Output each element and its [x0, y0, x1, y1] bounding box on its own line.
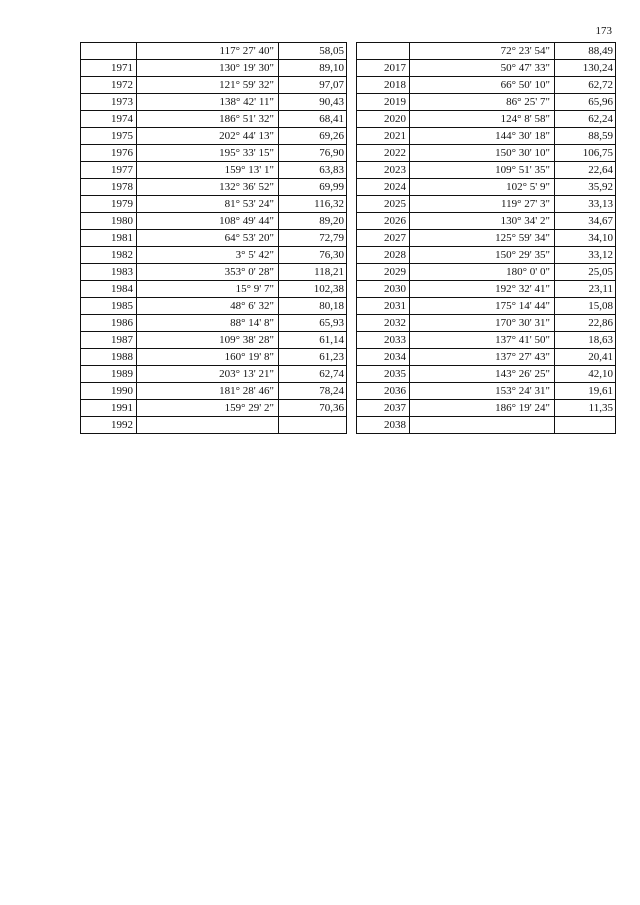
angle-cell: 153° 24' 31"	[410, 383, 555, 400]
year-cell: 2017	[357, 60, 410, 77]
value-cell: 106,75	[555, 145, 616, 162]
table-row	[81, 60, 347, 77]
table-row	[357, 298, 616, 315]
year-cell: 2022	[357, 145, 410, 162]
year-cell: 1982	[81, 247, 137, 264]
angle-cell	[137, 417, 279, 434]
table-row	[357, 111, 616, 128]
table-row	[81, 43, 347, 60]
value-cell: 33,12	[555, 247, 616, 264]
year-cell: 2023	[357, 162, 410, 179]
year-cell: 1971	[81, 60, 137, 77]
value-cell: 20,41	[555, 349, 616, 366]
angle-cell: 137° 27' 43"	[410, 349, 555, 366]
value-cell: 42,10	[555, 366, 616, 383]
table-row	[357, 383, 616, 400]
value-cell: 11,35	[555, 400, 616, 417]
value-cell	[279, 417, 347, 434]
year-cell: 2032	[357, 315, 410, 332]
year-cell: 1972	[81, 77, 137, 94]
value-cell: 18,63	[555, 332, 616, 349]
angle-cell: 130° 19' 30"	[137, 60, 279, 77]
value-cell: 34,10	[555, 230, 616, 247]
year-cell: 1981	[81, 230, 137, 247]
table-row	[81, 196, 347, 213]
table-row	[81, 383, 347, 400]
table-row	[81, 264, 347, 281]
left-table	[80, 42, 347, 434]
year-cell: 2029	[357, 264, 410, 281]
year-cell: 2019	[357, 94, 410, 111]
value-cell: 19,61	[555, 383, 616, 400]
table-row	[357, 349, 616, 366]
table-row	[357, 77, 616, 94]
angle-cell: 143° 26' 25"	[410, 366, 555, 383]
angle-cell: 186° 19' 24"	[410, 400, 555, 417]
angle-cell: 175° 14' 44"	[410, 298, 555, 315]
page-number: 173	[595, 25, 612, 37]
year-cell	[81, 43, 137, 60]
angle-cell: 64° 53' 20"	[137, 230, 279, 247]
angle-cell: 159° 13' 1"	[137, 162, 279, 179]
angle-cell: 72° 23' 54"	[410, 43, 555, 60]
table-row	[357, 264, 616, 281]
year-cell: 1980	[81, 213, 137, 230]
table-row	[357, 417, 616, 434]
table-row	[357, 281, 616, 298]
year-cell: 2034	[357, 349, 410, 366]
angle-cell: 130° 34' 2"	[410, 213, 555, 230]
angle-cell: 203° 13' 21"	[137, 366, 279, 383]
angle-cell: 144° 30' 18"	[410, 128, 555, 145]
table-row	[357, 94, 616, 111]
value-cell: 88,49	[555, 43, 616, 60]
value-cell: 34,67	[555, 213, 616, 230]
table-row	[357, 196, 616, 213]
value-cell: 62,72	[555, 77, 616, 94]
value-cell: 63,83	[279, 162, 347, 179]
angle-cell: 66° 50' 10"	[410, 77, 555, 94]
value-cell: 130,24	[555, 60, 616, 77]
year-cell: 2030	[357, 281, 410, 298]
angle-cell: 48° 6' 32"	[137, 298, 279, 315]
table-row	[81, 145, 347, 162]
year-cell: 2038	[357, 417, 410, 434]
table-row	[81, 77, 347, 94]
angle-cell: 3° 5' 42"	[137, 247, 279, 264]
table-row	[357, 145, 616, 162]
year-cell: 2020	[357, 111, 410, 128]
angle-cell: 86° 25' 7"	[410, 94, 555, 111]
value-cell: 76,90	[279, 145, 347, 162]
value-cell: 70,36	[279, 400, 347, 417]
angle-cell: 186° 51' 32"	[137, 111, 279, 128]
value-cell: 97,07	[279, 77, 347, 94]
angle-cell: 150° 29' 35"	[410, 247, 555, 264]
year-cell: 1978	[81, 179, 137, 196]
value-cell: 68,41	[279, 111, 347, 128]
value-cell: 118,21	[279, 264, 347, 281]
table-row	[81, 349, 347, 366]
angle-cell: 102° 5' 9"	[410, 179, 555, 196]
angle-cell: 150° 30' 10"	[410, 145, 555, 162]
value-cell: 88,59	[555, 128, 616, 145]
angle-cell: 81° 53' 24"	[137, 196, 279, 213]
table-row	[81, 400, 347, 417]
year-cell: 1988	[81, 349, 137, 366]
angle-cell: 125° 59' 34"	[410, 230, 555, 247]
angle-cell: 138° 42' 11"	[137, 94, 279, 111]
year-cell: 2024	[357, 179, 410, 196]
value-cell	[555, 417, 616, 434]
year-cell: 1975	[81, 128, 137, 145]
angle-cell: 195° 33' 15"	[137, 145, 279, 162]
year-cell: 1990	[81, 383, 137, 400]
angle-cell: 132° 36' 52"	[137, 179, 279, 196]
year-cell: 2037	[357, 400, 410, 417]
value-cell: 25,05	[555, 264, 616, 281]
angle-cell: 117° 27' 40"	[137, 43, 279, 60]
year-cell: 1984	[81, 281, 137, 298]
value-cell: 33,13	[555, 196, 616, 213]
year-cell: 1989	[81, 366, 137, 383]
table-row	[81, 315, 347, 332]
year-cell: 1986	[81, 315, 137, 332]
table-row	[81, 94, 347, 111]
angle-cell: 15° 9' 7"	[137, 281, 279, 298]
table-row	[81, 213, 347, 230]
table-row	[357, 400, 616, 417]
table-row	[357, 43, 616, 60]
year-cell: 2018	[357, 77, 410, 94]
table-row	[81, 230, 347, 247]
year-cell: 2027	[357, 230, 410, 247]
table-row	[81, 298, 347, 315]
table-row	[81, 128, 347, 145]
angle-cell: 180° 0' 0"	[410, 264, 555, 281]
value-cell: 89,20	[279, 213, 347, 230]
year-cell: 1973	[81, 94, 137, 111]
value-cell: 35,92	[555, 179, 616, 196]
value-cell: 61,14	[279, 332, 347, 349]
angle-cell: 160° 19' 8"	[137, 349, 279, 366]
angle-cell: 124° 8' 58"	[410, 111, 555, 128]
year-cell: 1976	[81, 145, 137, 162]
angle-cell: 137° 41' 50"	[410, 332, 555, 349]
value-cell: 72,79	[279, 230, 347, 247]
value-cell: 65,93	[279, 315, 347, 332]
year-cell: 2036	[357, 383, 410, 400]
angle-cell: 121° 59' 32"	[137, 77, 279, 94]
year-cell: 1979	[81, 196, 137, 213]
angle-cell: 202° 44' 13"	[137, 128, 279, 145]
year-cell: 2028	[357, 247, 410, 264]
table-row	[81, 417, 347, 434]
value-cell: 78,24	[279, 383, 347, 400]
table-row	[81, 162, 347, 179]
table-row	[357, 213, 616, 230]
angle-cell: 109° 38' 28"	[137, 332, 279, 349]
angle-cell: 353° 0' 28"	[137, 264, 279, 281]
value-cell: 62,74	[279, 366, 347, 383]
value-cell: 61,23	[279, 349, 347, 366]
value-cell: 22,64	[555, 162, 616, 179]
value-cell: 116,32	[279, 196, 347, 213]
value-cell: 69,99	[279, 179, 347, 196]
year-cell: 1974	[81, 111, 137, 128]
year-cell: 1977	[81, 162, 137, 179]
year-cell: 1983	[81, 264, 137, 281]
angle-cell: 88° 14' 8"	[137, 315, 279, 332]
value-cell: 90,43	[279, 94, 347, 111]
year-cell: 2026	[357, 213, 410, 230]
year-cell: 1991	[81, 400, 137, 417]
table-row	[357, 162, 616, 179]
value-cell: 65,96	[555, 94, 616, 111]
table-row	[357, 60, 616, 77]
year-cell: 1985	[81, 298, 137, 315]
value-cell: 69,26	[279, 128, 347, 145]
value-cell: 62,24	[555, 111, 616, 128]
value-cell: 80,18	[279, 298, 347, 315]
table-row	[81, 332, 347, 349]
table-row	[357, 332, 616, 349]
table-row	[81, 247, 347, 264]
value-cell: 76,30	[279, 247, 347, 264]
table-row	[357, 179, 616, 196]
table-row	[81, 366, 347, 383]
table-row	[357, 247, 616, 264]
angle-cell: 192° 32' 41"	[410, 281, 555, 298]
right-table	[356, 42, 616, 434]
value-cell: 58,05	[279, 43, 347, 60]
table-row	[81, 281, 347, 298]
angle-cell: 170° 30' 31"	[410, 315, 555, 332]
table-row	[81, 179, 347, 196]
value-cell: 22,86	[555, 315, 616, 332]
angle-cell	[410, 417, 555, 434]
angle-cell: 50° 47' 33"	[410, 60, 555, 77]
table-row	[81, 111, 347, 128]
year-cell: 2031	[357, 298, 410, 315]
year-cell	[357, 43, 410, 60]
angle-cell: 159° 29' 2"	[137, 400, 279, 417]
table-row	[357, 230, 616, 247]
angle-cell: 181° 28' 46"	[137, 383, 279, 400]
value-cell: 102,38	[279, 281, 347, 298]
year-cell: 1992	[81, 417, 137, 434]
value-cell: 89,10	[279, 60, 347, 77]
year-cell: 2035	[357, 366, 410, 383]
angle-cell: 109° 51' 35"	[410, 162, 555, 179]
year-cell: 2021	[357, 128, 410, 145]
angle-cell: 119° 27' 3"	[410, 196, 555, 213]
table-row	[357, 315, 616, 332]
table-row	[357, 128, 616, 145]
table-row	[357, 366, 616, 383]
year-cell: 2033	[357, 332, 410, 349]
value-cell: 15,08	[555, 298, 616, 315]
angle-cell: 108° 49' 44"	[137, 213, 279, 230]
value-cell: 23,11	[555, 281, 616, 298]
year-cell: 1987	[81, 332, 137, 349]
year-cell: 2025	[357, 196, 410, 213]
